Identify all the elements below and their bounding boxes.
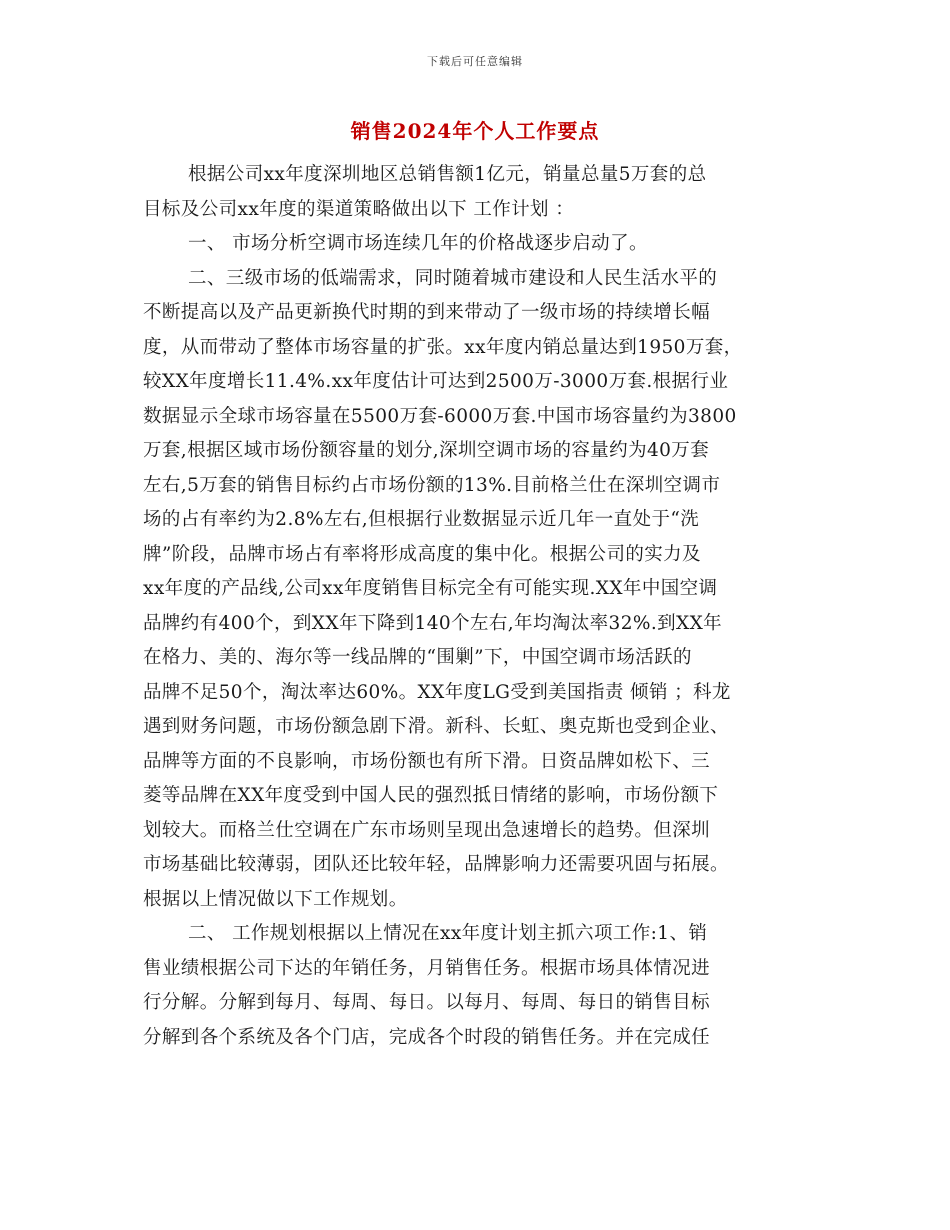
text-line: 左右,5万套的销售目标约占市场份额的13%.目前格兰仕在深圳空调市 bbox=[143, 474, 721, 496]
text-line: 目标及公司xx年度的渠道策略做出以下 工作计划 ： bbox=[143, 198, 575, 220]
text-line: 在格力、美的、海尔等一线品牌的“围剿”下，中国空调市场活跃的 bbox=[143, 647, 692, 668]
text-line: 根据以上情况做以下工作规划。 bbox=[143, 888, 408, 910]
text-line: 品牌等方面的不良影响，市场份额也有所下滑。日资品牌如松下、三 bbox=[143, 750, 711, 772]
text-line: 二、三级市场的低端需求，同时随着城市建设和人民生活水平的 bbox=[188, 267, 718, 289]
text-line: 售业绩根据公司下达的年销任务，月销售任务。根据市场具体情况进 bbox=[143, 957, 711, 979]
text-line: 行分解。分解到每月、每周、每日。以每月、每周、每日的销售目标 bbox=[143, 992, 711, 1013]
text-line: 二、 工作规划根据以上情况在xx年度计划主抓六项工作:1、销 bbox=[188, 923, 708, 944]
text-line: 品牌约有400个，到XX年下降到140个左右,年均淘汰率32%.到XX年 bbox=[143, 612, 723, 634]
text-line: 分解到各个系统及各个门店，完成各个时段的销售任务。并在完成任 bbox=[143, 1026, 711, 1048]
text-line: 较XX年度增长11.4%.xx年度估计可达到2500万-3000万套.根据行业 bbox=[143, 371, 729, 392]
text-line: xx年度的产品线,公司xx年度销售目标完全有可能实现.XX年中国空调 bbox=[143, 578, 718, 599]
text-line: 划较大。而格兰仕空调在广东市场则呈现出急速增长的趋势。但深圳 bbox=[143, 819, 711, 841]
text-line: 根据公司xx年度深圳地区总销售额1亿元，销量总量5万套的总 bbox=[188, 164, 707, 185]
document-body bbox=[143, 158, 813, 1055]
text-line: 度，从而带动了整体市场容量的扩张。xx年度内销总量达到1950万套， bbox=[143, 336, 743, 358]
text-line: 场的占有率约为2.8%左右,但根据行业数据显示近几年一直处于“洗 bbox=[143, 509, 700, 530]
page-header: 下载后可任意编辑 bbox=[427, 55, 523, 68]
text-line: 数据显示全球市场容量在5500万套-6000万套.中国市场容量约为3800 bbox=[143, 405, 737, 427]
text-line: 万套,根据区域市场份额容量的划分,深圳空调市场的容量约为40万套 bbox=[143, 440, 710, 461]
text-line: 品牌不足50个，淘汰率达60%。XX年度LG受到美国指责 倾销 ；科龙 bbox=[143, 681, 731, 703]
text-line: 一、 市场分析空调市场连续几年的价格战逐步启动了。 bbox=[188, 233, 648, 254]
text-line: 不断提高以及产品更新换代时期的到来带动了一级市场的持续增长幅 bbox=[143, 302, 711, 323]
text-line: 菱等品牌在XX年度受到中国人民的强烈抵日情绪的影响，市场份额下 bbox=[143, 785, 719, 806]
document-title: 销售2024年个人工作要点 bbox=[350, 119, 600, 143]
text-line: 遇到财务问题，市场份额急剧下滑。新科、长虹、奥克斯也受到企业、 bbox=[143, 716, 729, 737]
text-line: 牌”阶段，品牌市场占有率将形成高度的集中化。根据公司的实力及 bbox=[143, 543, 701, 565]
text-line: 市场基础比较薄弱，团队还比较年轻，品牌影响力还需要巩固与拓展。 bbox=[143, 854, 729, 875]
